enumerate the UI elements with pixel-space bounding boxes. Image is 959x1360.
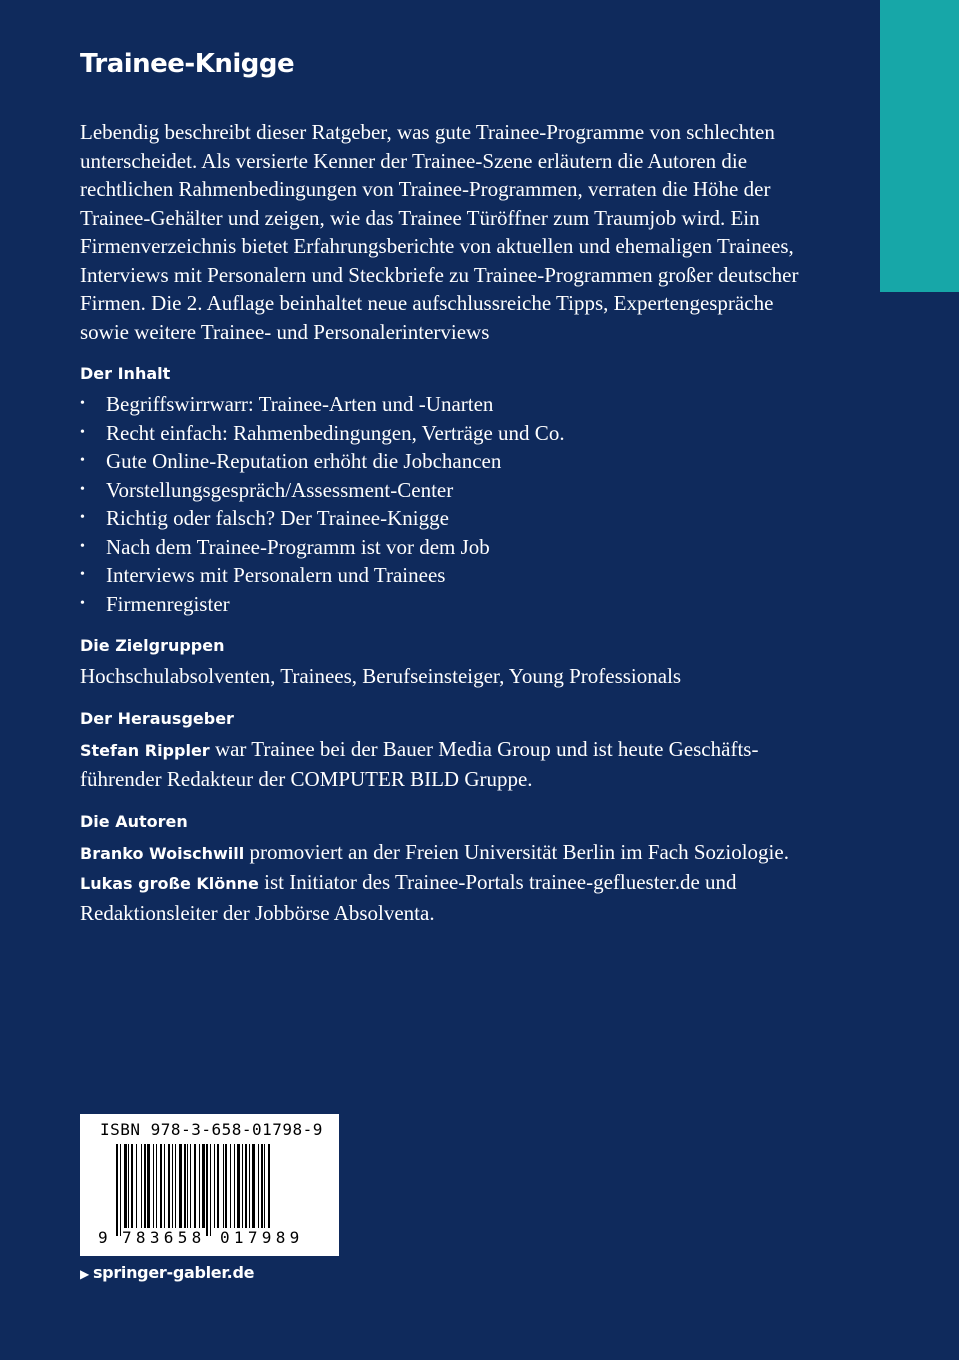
barcode-bar xyxy=(210,1144,211,1236)
back-cover-content xyxy=(80,44,800,943)
barcode-bar xyxy=(160,1144,162,1228)
ean-group-2: 017989 xyxy=(220,1228,304,1247)
list-item: • Gute Online-Reputation erhöht die Jobchancen xyxy=(80,447,800,476)
barcode-bar xyxy=(131,1144,133,1228)
barcode-bar xyxy=(190,1144,191,1228)
author-name: Lukas große Klönne xyxy=(80,874,259,893)
contents-list xyxy=(80,390,800,618)
barcode-bar xyxy=(136,1144,137,1228)
editor-name: Stefan Rippler xyxy=(80,740,210,760)
play-arrow-icon: ▶ xyxy=(80,1267,89,1281)
barcode-bar xyxy=(214,1144,215,1228)
barcode-bar xyxy=(194,1144,196,1228)
barcode-bar xyxy=(116,1144,118,1236)
barcode-bar xyxy=(234,1144,235,1228)
list-item: • Begriffswirrwarr: Trainee-Arten und -Unarten xyxy=(80,390,800,419)
barcode-bar xyxy=(258,1144,259,1228)
barcode-bar xyxy=(199,1144,200,1228)
ean-group-1: 783658 xyxy=(122,1228,206,1247)
barcode-bar xyxy=(141,1144,142,1228)
list-item: • Interviews mit Personalern und Trainees xyxy=(80,561,800,590)
ean-first-digit: 9 xyxy=(98,1228,108,1247)
list-item: • Richtig oder falsch? Der Trainee-Knigge xyxy=(80,504,800,533)
barcode-bar xyxy=(164,1144,165,1228)
contents-heading: Der Inhalt xyxy=(80,364,171,383)
book-title: Trainee-Knigge xyxy=(80,49,295,79)
audience-heading: Die Zielgruppen xyxy=(80,636,225,655)
bullet-icon: • xyxy=(80,424,85,440)
list-item: • Recht einfach: Rahmenbedingungen, Verträge und Co. xyxy=(80,419,800,448)
authors-bio xyxy=(80,838,800,928)
editor-bio xyxy=(80,735,800,794)
publisher-link[interactable] xyxy=(80,1263,254,1282)
editor-heading: Der Herausgeber xyxy=(80,708,234,728)
teal-accent-bar xyxy=(880,0,959,292)
audience-text: Hochschulabsolventen, Trainees, Berufseinsteiger, Young Professionals xyxy=(80,664,682,688)
editor-text: war Trainee bei der Bauer Media Group und ist heute Geschäfts-führender Redakteur der COMPUTER BILD Gruppe. xyxy=(80,736,759,791)
barcode-bar xyxy=(144,1144,146,1228)
barcode-bar xyxy=(268,1144,270,1228)
barcode-bar xyxy=(217,1144,219,1228)
barcode-bar xyxy=(147,1144,150,1228)
barcode-bar xyxy=(124,1144,127,1228)
list-item: • Nach dem Trainee-Programm ist vor dem Job xyxy=(80,533,800,562)
barcode-bar xyxy=(172,1144,173,1228)
bullet-icon: • xyxy=(80,567,85,582)
list-item: • Firmenregister xyxy=(80,590,800,619)
barcode-bar xyxy=(237,1144,240,1228)
barcode-bar xyxy=(184,1144,186,1228)
barcode-bar xyxy=(128,1144,129,1228)
barcode-bar xyxy=(206,1144,208,1236)
barcode-bar xyxy=(156,1144,157,1228)
barcode-bar xyxy=(153,1144,154,1228)
list-item: • Vorstellungsgespräch/Assessment-Center xyxy=(80,476,800,505)
barcode-bar xyxy=(245,1144,247,1228)
bullet-icon: • xyxy=(80,481,85,497)
bullet-icon: • xyxy=(80,538,85,554)
isbn-barcode xyxy=(80,1114,339,1256)
barcode-bar xyxy=(120,1144,121,1236)
barcode-bar xyxy=(230,1144,231,1228)
book-description: Lebendig beschreibt dieser Ratgeber, was gute Trainee-Programme von schlechten unterscheidet. Als versierte Kenner der Trainee-Szene erläutern die Autoren die rechtlichen Rahmenbedingungen von Trainee-Programmen, verraten die Höhe der Trainee-Gehälter und zeigen, wie das Trainee Türöffner zum Traumjob wird. Ein Firmenverzeichnis bietet Erfahrungsberichte von aktuellen und ehemaligen Trainees, Interviews mit Personalern und Steckbriefe zu Trainee-Programmen großer deutscher Firmen. Die 2. Auflage beinhaltet neue aufschlussreiche Tipps, Expertengespräche sowie weitere Trainee- und Personalerinterviews xyxy=(80,120,799,344)
barcode-bar xyxy=(242,1144,243,1228)
author-text: promoviert an der Freien Universität Berlin im Fach Soziologie. xyxy=(244,839,789,864)
barcode-bar xyxy=(223,1144,224,1228)
barcode-bar xyxy=(175,1144,176,1228)
barcode-bar xyxy=(252,1144,255,1228)
author-name: Branko Woischwill xyxy=(80,843,245,863)
bullet-icon: • xyxy=(80,453,85,468)
bullet-icon: • xyxy=(80,396,85,411)
barcode-bar xyxy=(187,1144,188,1228)
barcode-bar xyxy=(202,1144,205,1228)
bullet-icon: • xyxy=(80,510,85,525)
barcode-bar xyxy=(179,1144,182,1228)
authors-heading: Die Autoren xyxy=(80,811,188,831)
barcode-bar xyxy=(225,1144,227,1228)
barcode-bar xyxy=(264,1144,265,1228)
barcode-bar xyxy=(249,1144,250,1228)
publisher-url: springer-gabler.de xyxy=(92,1263,255,1282)
barcode-bar xyxy=(168,1144,170,1228)
barcode-bar xyxy=(261,1144,263,1228)
isbn-label: ISBN 978-3-658-01798-9 xyxy=(100,1120,323,1139)
author-text: ist Initiator des Trainee-Portals trainee-gefluester.de und Redaktionsleiter der Jobbörse Absolventa. xyxy=(80,870,737,925)
bullet-icon: • xyxy=(80,595,85,611)
